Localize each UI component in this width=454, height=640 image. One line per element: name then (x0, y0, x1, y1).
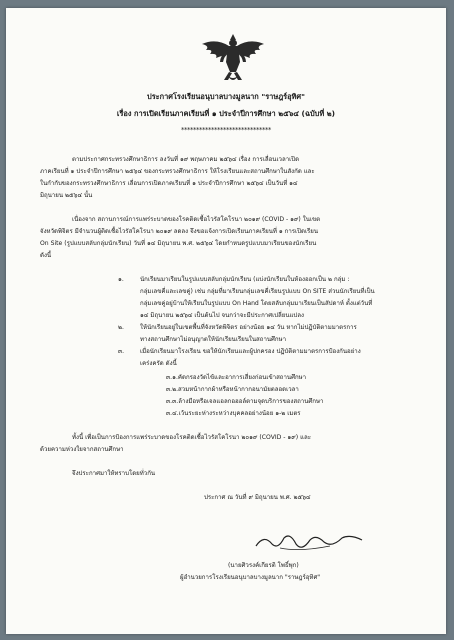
signer-name: (นายศิวรงค์เกียรติ โพธิ์พุก) (228, 562, 299, 569)
signer-position: ผู้อำนวยการโรงเรียนอนุบาลบางมูลนาก "ราษฎร์อุทิศ" (180, 574, 321, 581)
para2-line: On Site (รูปแบบสลับกลุ่มนักเรียน) วันที่ ๑๔ มิถุนายน พ.ศ. ๒๕๖๔ โดยกำหนดรูปแบบมาเรียนของนักเรียน (40, 240, 317, 247)
item-line: เคร่งครัด ดังนี้ (140, 360, 177, 367)
signature (250, 530, 370, 554)
item-line: ทางสถานศึกษาไม่อนุญาตให้นักเรียนเรียนในสถานศึกษา (140, 336, 287, 343)
item-marker: ๑. (118, 276, 124, 283)
closing-line: ด้วยความห่วงใยจากสถานศึกษา (40, 446, 124, 453)
item-line: ๑๔ มิถุนายน ๒๕๖๔ เป็นต้นไป จนกว่าจะมีประกาศเปลี่ยนแปลง (140, 312, 304, 319)
item-line: ให้นักเรียนอยู่ในเขตพื้นที่จังหวัดพิจิตร อย่างน้อย ๑๔ วัน หากไม่ปฏิบัติตามมาตรการ (140, 324, 357, 331)
notice-line: จึงประกาศมาให้ทราบโดยทั่วกัน (72, 470, 156, 477)
announcement-header: ประกาศโรงเรียนอนุบาลบางมูลนาก "ราษฎร์อุทิศ" (147, 92, 305, 101)
item-line: กลุ่มเลขคู่อยู่บ้านให้เรียนในรูปแบบ On Hand โดยสลับกลุ่มมาเรียนเป็นสัปดาห์ ตั้งแต่วันที่ (140, 300, 373, 307)
para1-line: มิถุนายน ๒๕๖๔ นั้น (40, 192, 93, 199)
para1-line: ในกำกับของกระทรวงศึกษาธิการ เลื่อนการเปิดภาคเรียนที่ ๑ ประจำปีการศึกษา ๒๕๖๔ เป็นวันที่ ๑๔ (40, 180, 298, 187)
item-marker: ๓. (118, 348, 125, 355)
closing-line: ทั้งนี้ เพื่อเป็นการป้องการแพร่ระบาดของโรคติดเชื้อไวรัสโคโรนา ๒๐๑๙ (COVID - ๑๙) และ (72, 434, 312, 441)
subitem: ๓.๑.คัดกรองวัดไข้และอาการเสี่ยงก่อนเข้าสถานศึกษา (166, 374, 307, 381)
para1-line: ตามประกาศกระทรวงศึกษาธิการ ลงวันที่ ๑๙ พฤษภาคม ๒๕๖๔ เรื่อง การเลื่อนเวลาเปิด (72, 156, 300, 163)
subitem: ๓.๔.เว้นระยะห่างระหว่างบุคคลอย่างน้อย ๑-๒ เมตร (166, 410, 301, 417)
item-line: เมื่อนักเรียนมาโรงเรียน ขอให้นักเรียนและผู้ปกครอง ปฏิบัติตามมาตรการป้องกันอย่าง (140, 348, 361, 355)
date-line: ประกาศ ณ วันที่ ๙ มิถุนายน พ.ศ. ๒๕๖๔ (204, 494, 311, 501)
para2-line: ดังนี้ (40, 252, 52, 259)
item-line: นักเรียนมาเรียนในรูปแบบสลับกลุ่มนักเรียน (แบ่งนักเรียนในห้องออกเป็น ๒ กลุ่ม : (140, 276, 350, 283)
document-page (6, 8, 446, 634)
subitem: ๓.๓.ล้างมือหรือเจลแอลกอฮอล์ตามจุดบริการของสถานศึกษา (166, 398, 324, 405)
item-marker: ๒. (118, 324, 124, 331)
para2-line: เนื่องจาก สถานการณ์การแพร่ระบาดของโรคติดเชื้อไวรัสโคโรนา ๒๐๑๙ (COVID - ๑๙) ในเขต (72, 216, 321, 223)
para1-line: ภาคเรียนที่ ๑ ประจำปีการศึกษา ๒๕๖๔ ของกระทรวงศึกษาธิการ ให้โรงเรียนและสถานศึกษาในสังกัด และ (40, 168, 315, 175)
subitem: ๓.๒.สวมหน้ากากผ้าหรือหน้ากากอนามัยตลอดเวลา (166, 386, 299, 393)
para2-line: จังหวัดพิจิตร มีจำนวนผู้ติดเชื้อไวรัสโคโรนา ๒๐๑๙ ลดลง จึงขอแจ้งการเปิดเรียนภาคเรียนที่ ๑ การเปิดเรียน (40, 228, 319, 235)
announcement-subject: เรื่อง การเปิดเรียนภาคเรียนที่ ๑ ประจำปีการศึกษา ๒๕๖๔ (ฉบับที่ ๒) (116, 109, 336, 118)
item-line: กลุ่มเลขคี่และเลขคู่) เช่น กลุ่มที่มาเรียนกลุ่มเลขคี่เรียนรูปแบบ On SITE ส่วนนักเรียนที่เป็น (140, 288, 375, 295)
title-divider: ****************************** (181, 126, 271, 134)
garuda-emblem (198, 32, 268, 84)
